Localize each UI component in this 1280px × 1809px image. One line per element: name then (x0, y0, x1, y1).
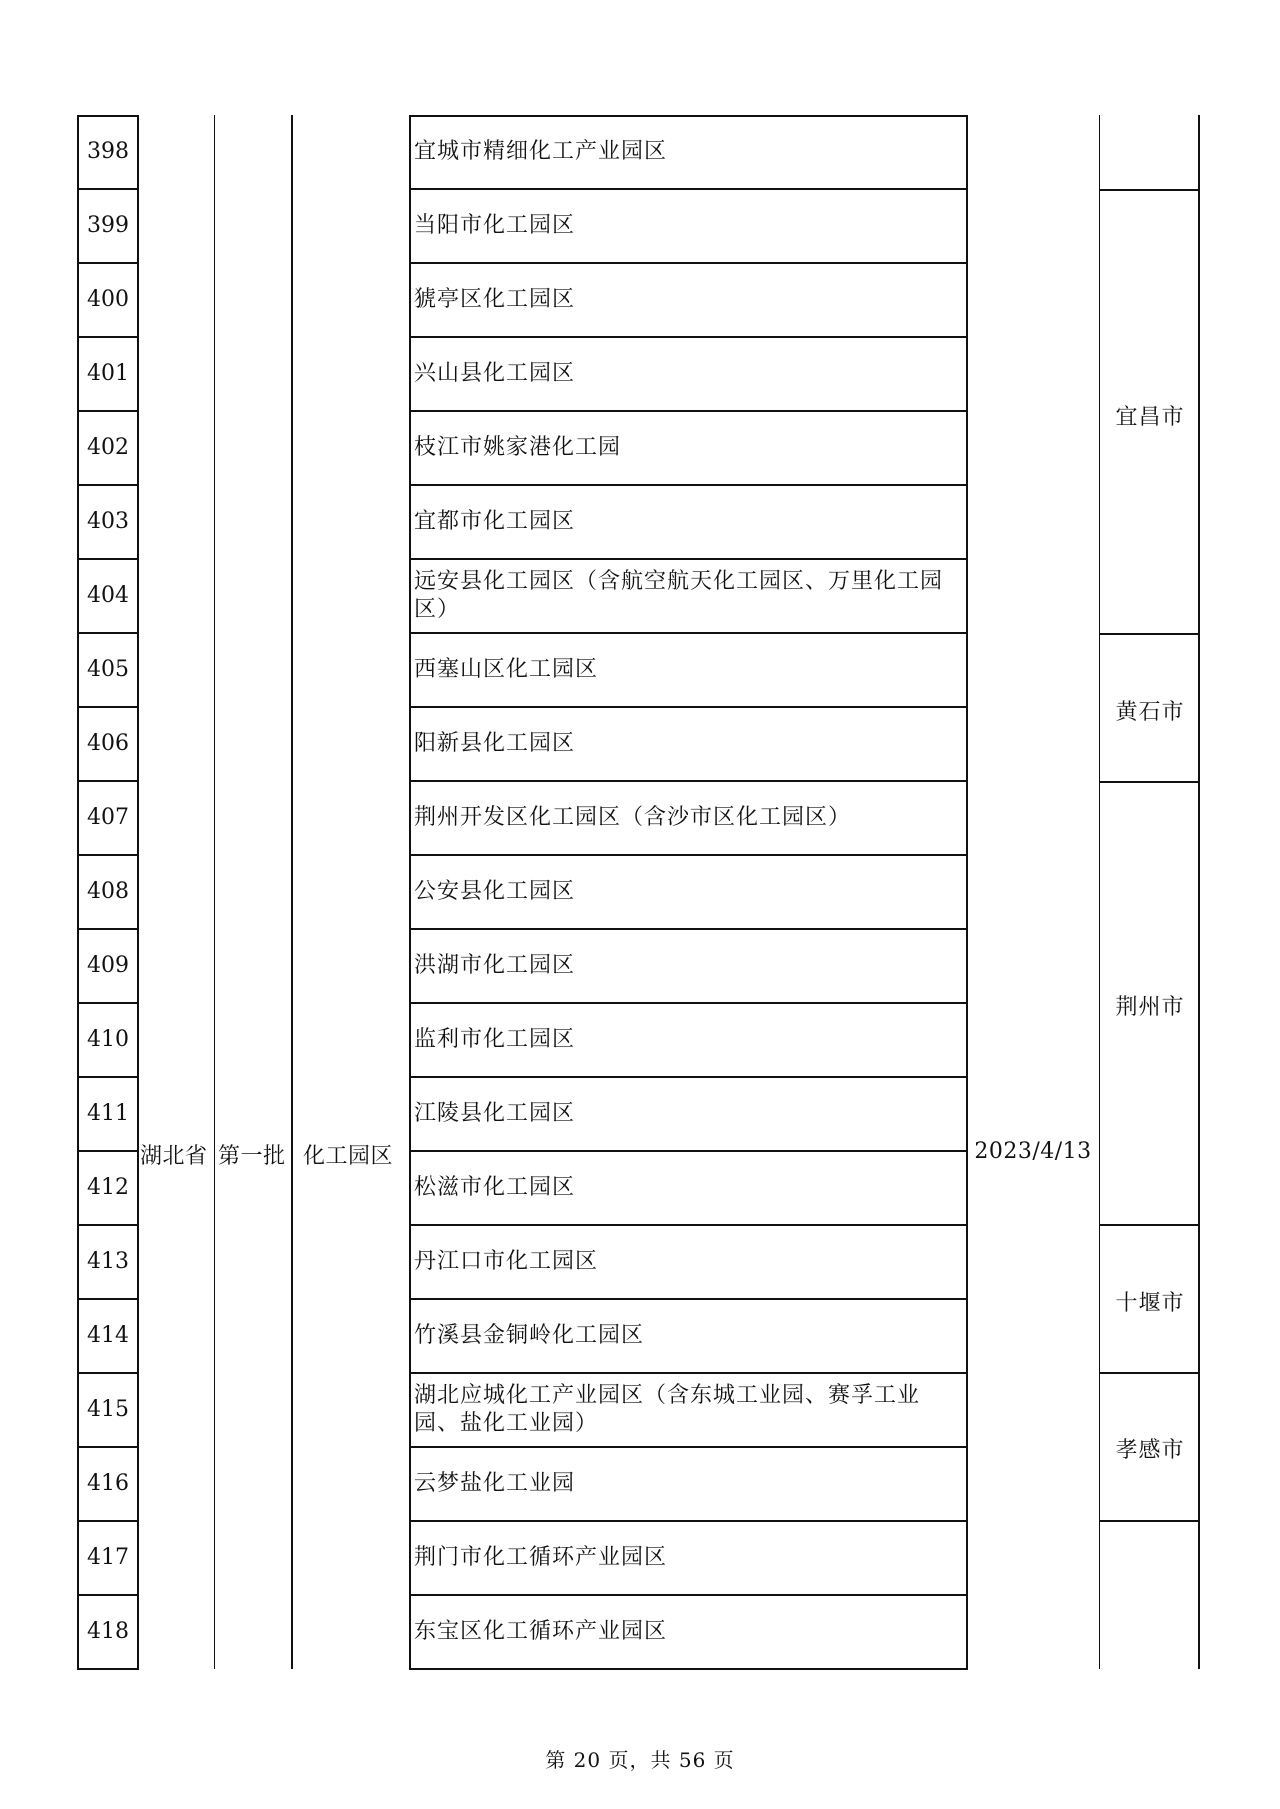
col-line-name (966, 115, 968, 1669)
city-cell-yichang: 宜昌市 (1115, 405, 1185, 430)
park-name: 西塞山区化工园区 (414, 657, 599, 682)
row-number: 411 (87, 1101, 129, 1126)
park-name: 荆州开发区化工园区（含沙市区化工园区） (414, 805, 852, 830)
category-cell: 化工园区 (303, 1144, 394, 1169)
park-name: 东宝区化工循环产业园区 (414, 1619, 668, 1644)
city-cell-shiyan: 十堰市 (1115, 1291, 1185, 1316)
batch-cell: 第一批 (218, 1144, 286, 1169)
row-number: 410 (87, 1027, 129, 1052)
row-number: 398 (87, 139, 129, 164)
row-number: 408 (87, 879, 129, 904)
city-line (1099, 189, 1200, 191)
col-line-category (409, 115, 411, 1669)
row-number: 403 (87, 509, 129, 534)
row-number: 413 (87, 1249, 129, 1274)
row-number: 417 (87, 1545, 129, 1570)
city-line (1099, 1520, 1200, 1522)
park-name: 荆门市化工循环产业园区 (414, 1545, 668, 1570)
city-line (1099, 781, 1200, 783)
date-cell: 2023/4/13 (974, 1139, 1092, 1164)
park-name: 公安县化工园区 (414, 879, 576, 904)
park-name: 松滋市化工园区 (414, 1175, 576, 1200)
row-number: 402 (87, 435, 129, 460)
park-name: 枝江市姚家港化工园 (414, 435, 622, 460)
row-number: 400 (87, 287, 129, 312)
row-number: 405 (87, 657, 129, 682)
city-line (1099, 633, 1200, 635)
park-name: 江陵县化工园区 (414, 1101, 576, 1126)
city-cell-jingzhou: 荆州市 (1115, 995, 1185, 1020)
col-line-batch (291, 115, 293, 1669)
province-cell: 湖北省 (140, 1144, 208, 1169)
park-name: 兴山县化工园区 (414, 361, 576, 386)
park-name: 猇亭区化工园区 (414, 287, 576, 312)
park-name: 阳新县化工园区 (414, 731, 576, 756)
city-line (1099, 1224, 1200, 1226)
col-line-province (214, 115, 215, 1669)
city-cell-huangshi: 黄石市 (1115, 700, 1185, 725)
row-number: 414 (87, 1323, 129, 1348)
row-number: 412 (87, 1175, 129, 1200)
park-name: 云梦盐化工业园 (414, 1471, 576, 1496)
park-name: 宜城市精细化工产业园区 (414, 139, 668, 164)
row-number: 416 (87, 1471, 129, 1496)
park-name: 洪湖市化工园区 (414, 953, 576, 978)
row-number: 407 (87, 805, 129, 830)
park-name: 当阳市化工园区 (414, 213, 576, 238)
row-number: 399 (87, 213, 129, 238)
row-number: 406 (87, 731, 129, 756)
page-footer: 第 20 页，共 56 页 (545, 1748, 735, 1772)
park-name: 竹溪县金铜岭化工园区 (414, 1323, 645, 1348)
park-name: 宜都市化工园区 (414, 509, 576, 534)
row-number: 401 (87, 361, 129, 386)
city-cell-xiaogan: 孝感市 (1115, 1438, 1185, 1463)
row-number: 409 (87, 953, 129, 978)
row-number: 415 (87, 1397, 129, 1422)
row-number: 418 (87, 1619, 129, 1644)
park-name: 丹江口市化工园区 (414, 1249, 599, 1274)
city-line (1099, 1372, 1200, 1374)
park-name: 湖北应城化工产业园区（含东城工业园、赛孚工业园、盐化工业园） (414, 1383, 921, 1436)
park-name: 远安县化工园区（含航空航天化工园区、万里化工园区） (414, 569, 944, 622)
park-name: 监利市化工园区 (414, 1027, 576, 1052)
row-number: 404 (87, 583, 129, 608)
